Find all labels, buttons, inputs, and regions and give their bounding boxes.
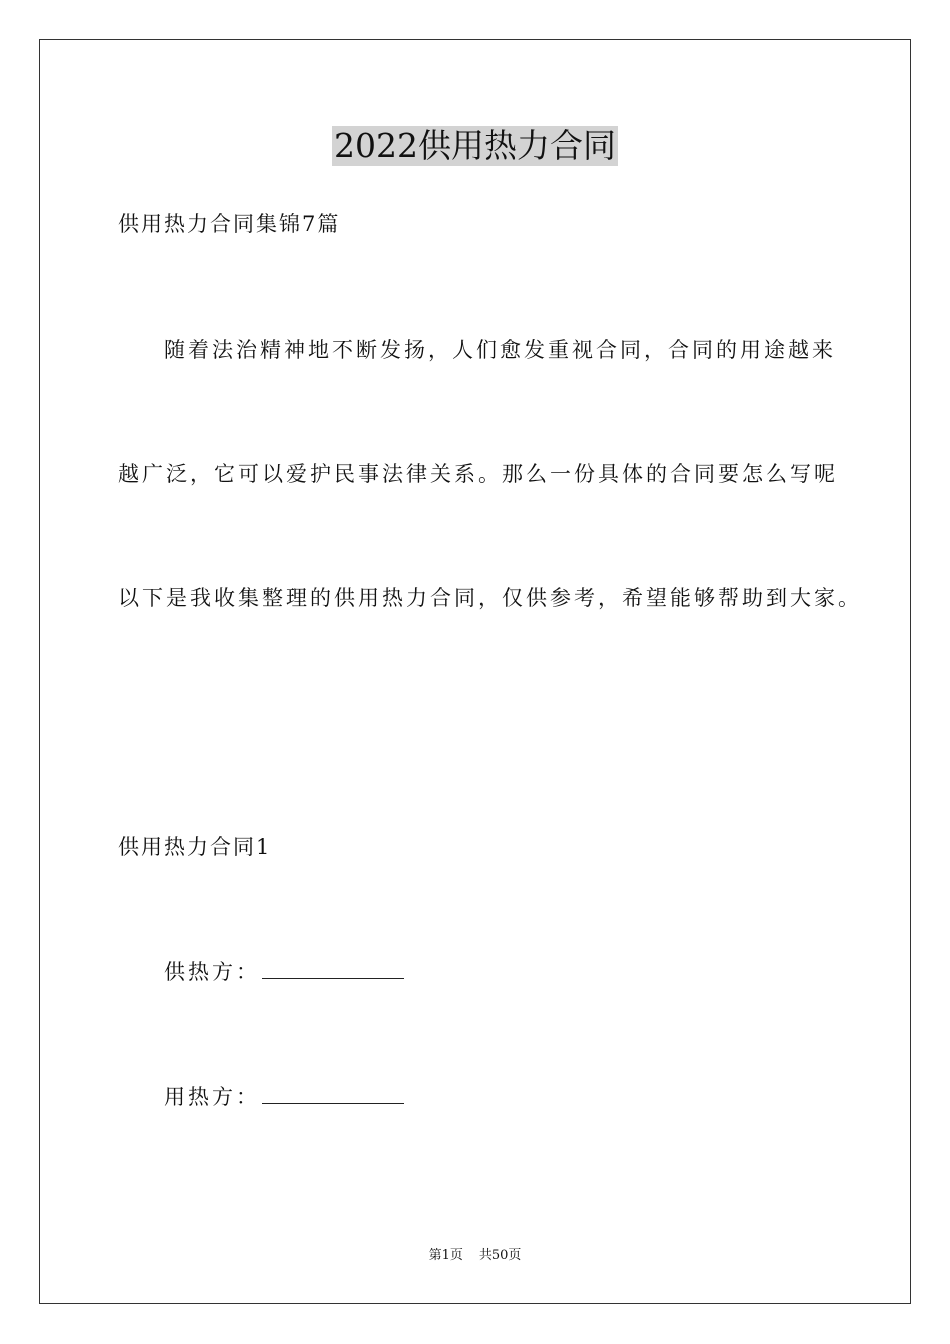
fill-in-blank: [262, 956, 404, 979]
intro-line-3: 以下是我收集整理的供用热力合同，仅供参考，希望能够帮助到大家。: [118, 586, 862, 610]
page-footer: [0, 1247, 950, 1265]
field-heat-supplier: [164, 956, 404, 987]
title-container: [0, 126, 950, 166]
intro-line-2: 越广泛，它可以爱护民事法律关系。那么一份具体的合同要怎么写呢: [118, 462, 838, 486]
document-subtitle: 供用热力合同集锦7篇: [118, 212, 341, 236]
fill-in-blank: [262, 1081, 404, 1104]
intro-line-1: 随着法治精神地不断发扬，人们愈发重视合同，合同的用途越来: [164, 338, 836, 362]
page-total: 共50页: [478, 1248, 522, 1263]
field-label: 供热方：: [164, 960, 260, 984]
document-title: 2022供用热力合同: [334, 126, 616, 165]
page-current: 第1页: [428, 1248, 463, 1263]
section-heading: 供用热力合同1: [118, 835, 272, 859]
field-heat-user: [164, 1081, 404, 1112]
field-label: 用热方：: [164, 1085, 260, 1109]
